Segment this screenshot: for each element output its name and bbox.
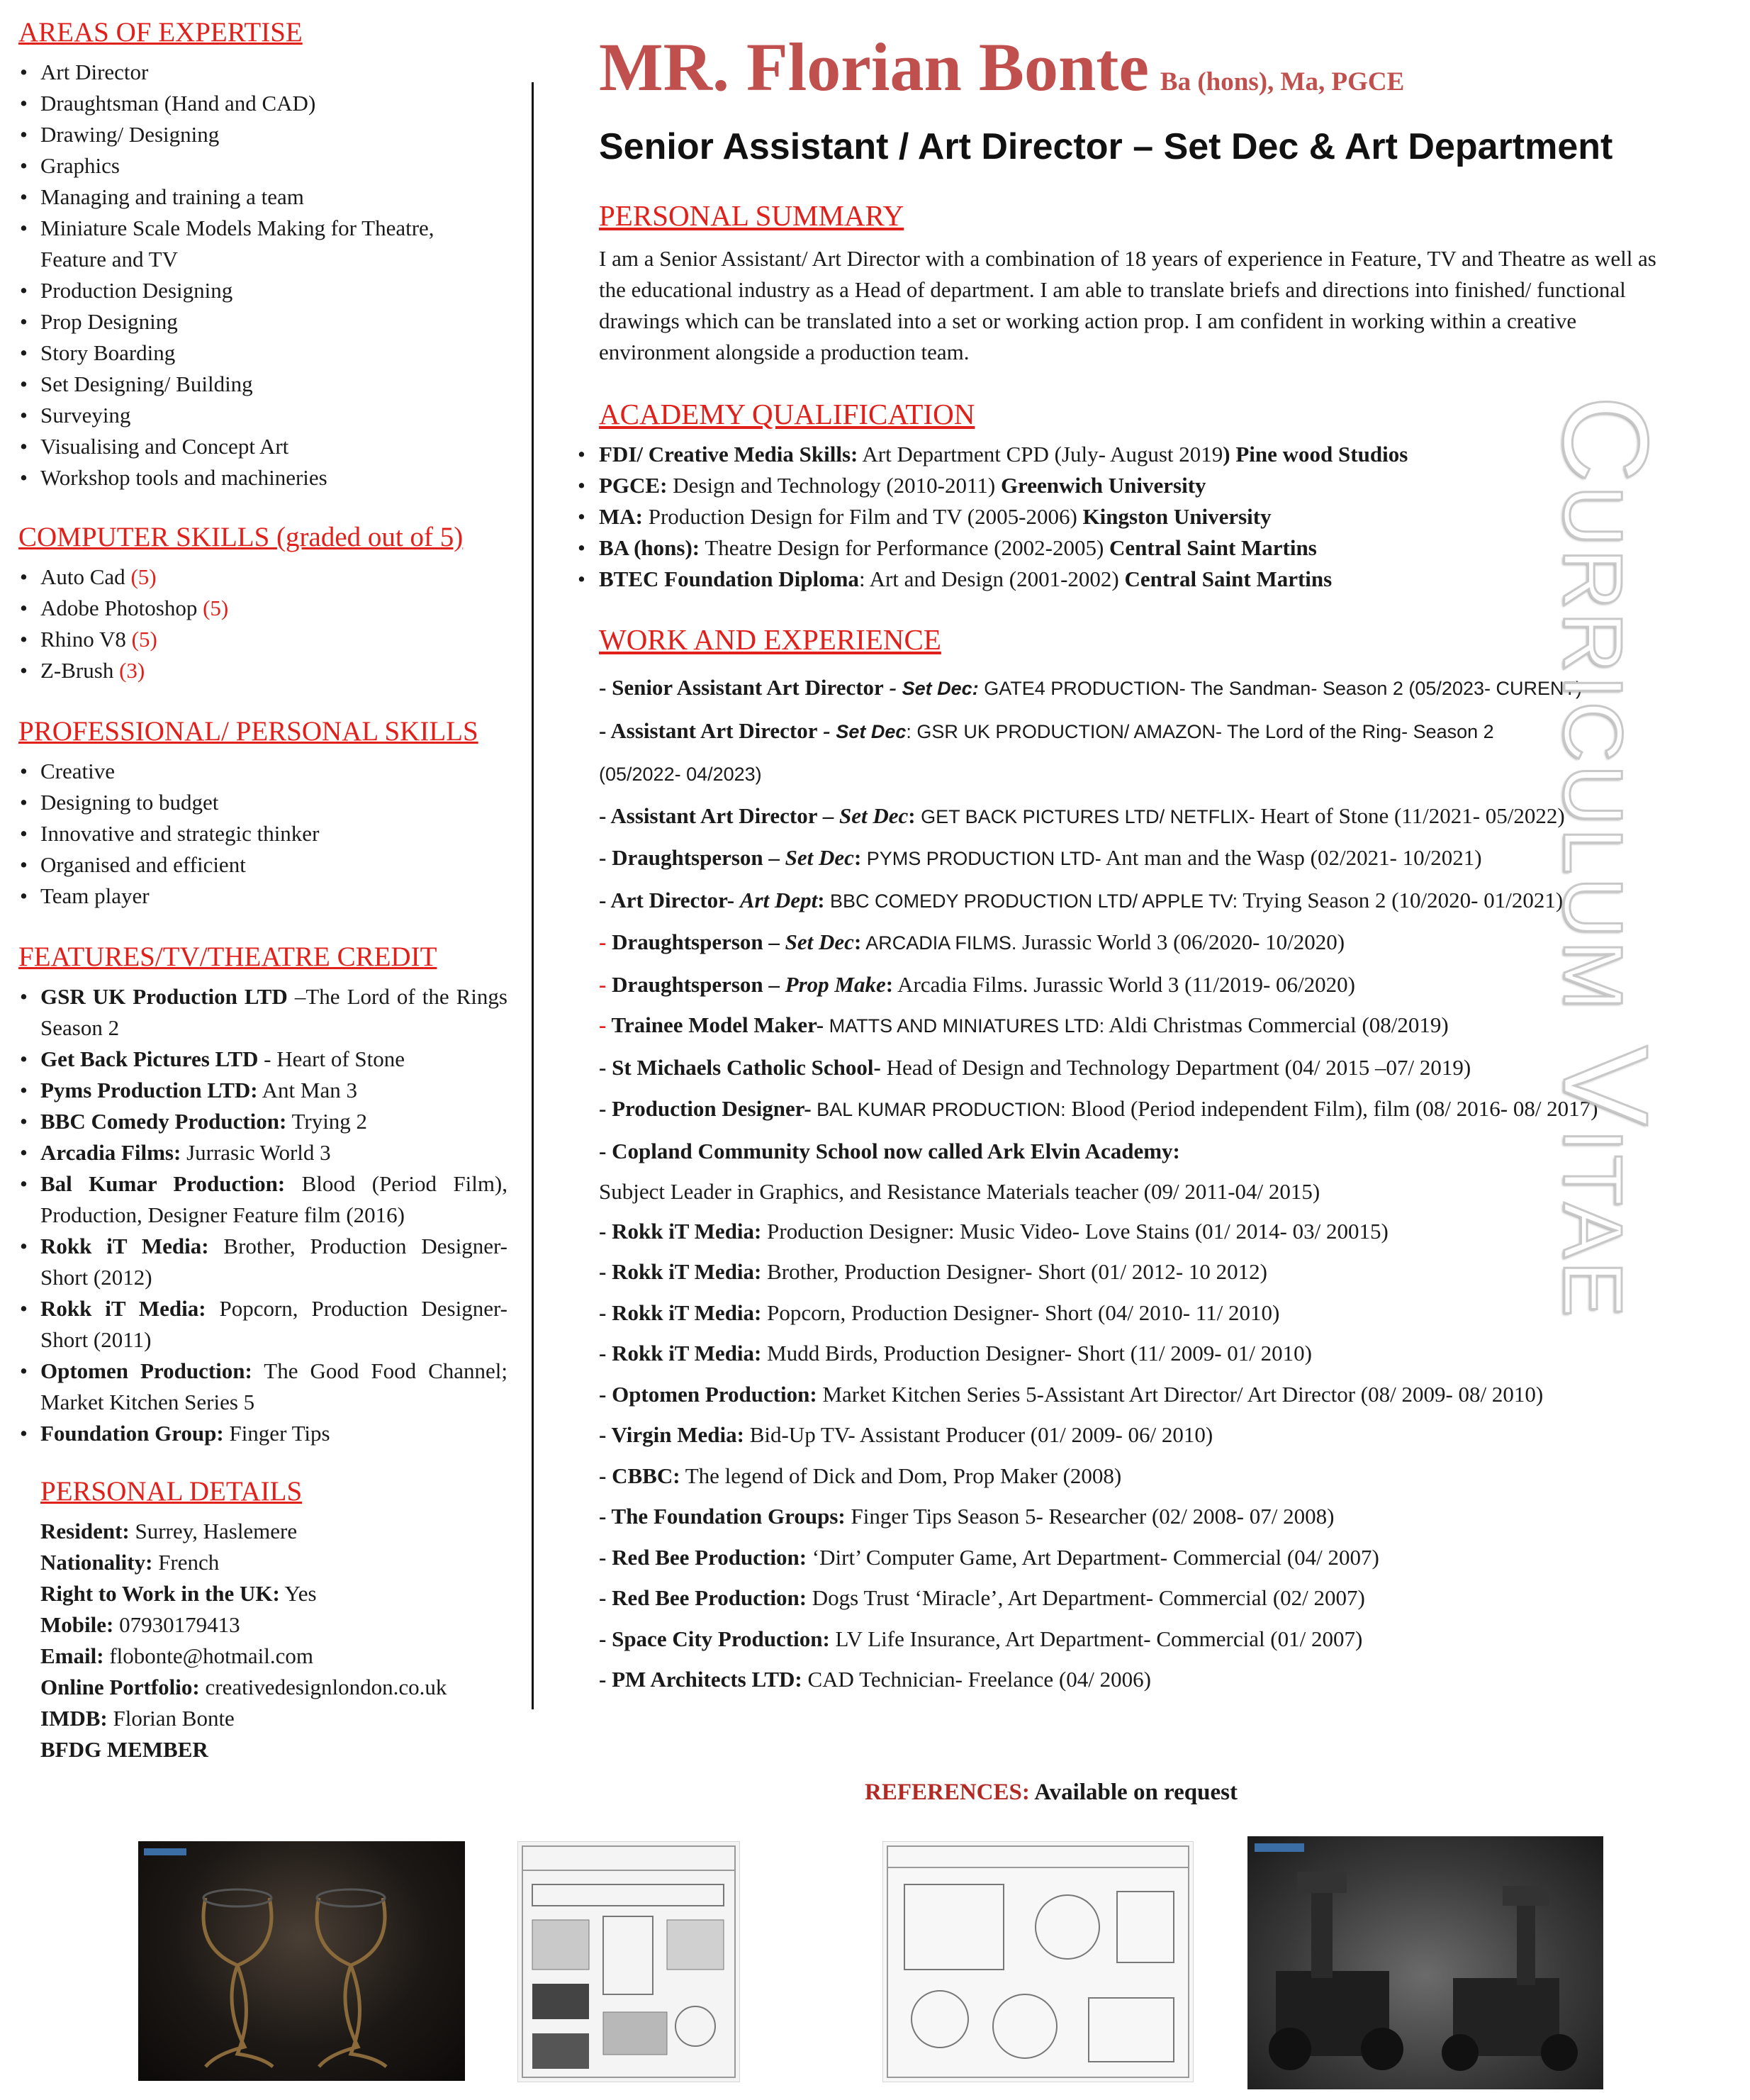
work-company: MATTS AND MINIATURES LTD: (824, 1015, 1105, 1037)
work-detail: Finger Tips Season 5- Researcher (02/ 2008- 07/ 2008) (845, 1504, 1335, 1529)
machine-render-icon (1247, 1836, 1603, 2089)
qual-text: Theatre Design for Performance (2002-2005) (700, 535, 1110, 560)
detail-label: Resident: (40, 1519, 130, 1543)
work-entry (599, 1211, 1662, 1252)
qual-text: Art Department CPD (July- August 2019 (858, 442, 1223, 467)
detail-label: Email: (40, 1643, 104, 1668)
list-item (18, 1044, 507, 1075)
skill-name: Adobe Photoshop (40, 596, 198, 620)
name-qualifications: Ba (hons), Ma, PGCE (1160, 67, 1405, 96)
work-company: GATE4 PRODUCTION- The Sandman- Season 2 (05/2023- CURENT) (978, 678, 1582, 699)
list-item (576, 470, 1662, 501)
dash: - (599, 717, 611, 743)
work-detail: Popcorn, Production Designer- Short (04/ 2010- 11/ 2010) (761, 1300, 1280, 1325)
credit-detail: Ant Man 3 (257, 1078, 357, 1102)
dash: - (599, 1667, 612, 1692)
references-label: REFERENCES: (865, 1780, 1030, 1805)
list-item: • Visualising and Concept Art (18, 431, 515, 462)
work-entry (599, 964, 1662, 1005)
dash: - (599, 1381, 612, 1407)
work-detail: Dogs Trust ‘Miracle’, Art Department- Commercial (02/ 2007) (807, 1585, 1365, 1610)
credit-detail: Trying 2 (286, 1109, 368, 1134)
list-item (576, 501, 1662, 532)
work-entry (599, 837, 1662, 880)
work-entry (599, 1619, 1662, 1660)
credit-detail: Jurrasic World 3 (181, 1140, 331, 1165)
list-item (18, 1137, 507, 1168)
work-dept: Set Dec (836, 720, 907, 742)
colon: : (853, 929, 862, 954)
list-item (18, 1168, 507, 1231)
credit-company: Bal Kumar Production: (40, 1171, 286, 1196)
work-entry (599, 1414, 1662, 1456)
separator: - (817, 717, 836, 743)
work-detail: Ant man and the Wasp (02/2021- 10/2021) (1101, 845, 1482, 870)
list-item (18, 655, 515, 686)
areas-heading: AREAS OF EXPERTISE (18, 17, 303, 48)
professional-skills-list (18, 756, 515, 912)
separator (734, 888, 740, 912)
work-role: Virgin Media: (611, 1422, 744, 1447)
dash: - (599, 929, 612, 954)
work-detail: Mudd Birds, Production Designer- Short (11/ 2009- 01/ 2010) (761, 1341, 1312, 1365)
work-role: Assistant Art Director (610, 803, 817, 828)
work-detail: Heart of Stone (11/2021- 05/2022) (1255, 803, 1565, 828)
work-role: Assistant Art Director (610, 717, 818, 743)
dash: - (599, 1585, 612, 1610)
dash: - (599, 1300, 612, 1325)
list-item: • Draughtsman (Hand and CAD) (18, 88, 515, 119)
email-line (40, 1641, 515, 1672)
imdb-line (40, 1703, 515, 1734)
technical-drawing-image-2 (882, 1841, 1194, 2082)
credit-company: Foundation Group: (40, 1421, 224, 1446)
work-dept: Set Dec: (902, 678, 979, 699)
credit-company: Rokk iT Media: (40, 1234, 209, 1258)
work-role: Space City Production: (612, 1626, 830, 1651)
detail-value: Surrey, Haslemere (129, 1519, 298, 1543)
work-entry-continued: Subject Leader in Graphics, and Resistance Materials teacher (09/ 2011-04/ 2015) (599, 1178, 1320, 1204)
work-role: Senior Assistant Art Director (612, 675, 884, 700)
credit-detail: –The Lord of the Rings Season 2 (40, 984, 507, 1040)
credit-company: Get Back Pictures LTD (40, 1046, 259, 1071)
candidate-name (599, 28, 1662, 121)
work-dept: Prop Make (785, 971, 886, 997)
work-detail: Head of Design and Technology Department (04/ 2015 –07/ 2019) (880, 1054, 1471, 1080)
detail-label: Online Portfolio: (40, 1675, 200, 1699)
skill-grade: (5) (131, 627, 157, 652)
dash: - (599, 1096, 612, 1121)
work-role: Draughtsperson (612, 971, 763, 997)
credit-company: Arcadia Films: (40, 1140, 181, 1165)
qual-institution: Greenwich University (1000, 473, 1206, 498)
resident-line (40, 1516, 515, 1547)
list-item: • Set Designing/ Building (18, 369, 515, 400)
work-detail: Aldi Christmas Commercial (08/2019) (1104, 1012, 1449, 1037)
references-line (865, 1780, 1238, 1806)
academy-heading: ACADEMY QUALIFICATION (599, 398, 975, 430)
personal-details-heading: PERSONAL DETAILS (40, 1476, 303, 1507)
qual-label: BTEC Foundation Diploma (599, 566, 859, 591)
credit-company: GSR UK Production LTD (40, 984, 288, 1009)
skill-name: Rhino V8 (40, 627, 126, 652)
dash: - (599, 1544, 612, 1570)
nationality-line (40, 1547, 515, 1578)
qual-text: Design and Technology (2010-2011) (667, 473, 1001, 498)
work-company: ARCADIA FILMS. (861, 932, 1017, 954)
list-item: • Creative (18, 756, 515, 787)
colon: : (817, 887, 825, 912)
work-detail: Trying Season 2 (10/2020- 01/2021) (1238, 887, 1564, 912)
list-item: • Graphics (18, 150, 515, 181)
credits-heading: FEATURES/TV/THEATRE CREDIT (18, 942, 437, 972)
dash: - (599, 1054, 612, 1080)
right-to-work-line (40, 1578, 515, 1609)
list-item: • Story Boarding (18, 337, 515, 369)
credits-list (18, 981, 507, 1449)
list-item (576, 564, 1662, 595)
work-role: Red Bee Production: (612, 1544, 807, 1570)
credit-company: Pyms Production LTD: (40, 1078, 258, 1102)
email-link[interactable]: flobonte@hotmail.com (103, 1643, 314, 1668)
right-column (599, 28, 1662, 1700)
dash: - (599, 1259, 612, 1284)
list-item (18, 981, 507, 1044)
qual-institution: Kingston University (1082, 504, 1272, 529)
work-detail: The legend of Dick and Dom, Prop Maker (2008) (680, 1463, 1122, 1488)
work-detail: Jurassic World 3 (06/2020- 10/2020) (1016, 929, 1345, 954)
work-role: Rokk iT Media: (612, 1259, 762, 1284)
list-item (576, 532, 1662, 564)
work-detail: Production Designer: Music Video- Love Stains (01/ 2014- 03/ 20015) (761, 1218, 1389, 1244)
detail-value: Yes (279, 1581, 317, 1606)
credit-company: Optomen Production: (40, 1358, 252, 1383)
work-entry (599, 1292, 1662, 1334)
references-text: Available on request (1029, 1780, 1238, 1805)
title-word: URRICULUM (1546, 485, 1639, 1013)
work-entry (599, 1456, 1662, 1497)
work-dept: Set Dec (785, 845, 854, 870)
work-role: PM Architects LTD: (612, 1667, 802, 1692)
name-text: MR. Florian Bonte (599, 29, 1149, 105)
technical-drawing-icon (883, 1842, 1193, 2082)
credit-detail: Brother, Production Designer- Short (2012) (40, 1234, 507, 1290)
list-item (18, 1418, 507, 1449)
work-detail: Brother, Production Designer- Short (01/ 2012- 10 2012) (761, 1259, 1267, 1284)
dash: - (599, 1422, 612, 1447)
skill-grade: (3) (119, 658, 145, 683)
qual-institution: ) Pine wood Studios (1223, 442, 1408, 467)
list-item: • Drawing/ Designing (18, 119, 515, 150)
membership: BFDG MEMBER (40, 1737, 208, 1762)
dash: - (599, 1139, 612, 1163)
work-role: Red Bee Production: (612, 1585, 807, 1610)
credit-company: Rokk iT Media: (40, 1296, 206, 1321)
detail-value: Florian Bonte (107, 1706, 235, 1731)
work-entry (599, 1374, 1662, 1415)
work-entry (599, 1251, 1662, 1292)
work-dept: Set Dec (785, 929, 854, 954)
work-entry (599, 1047, 1662, 1088)
title-word: ITAE (1546, 1128, 1639, 1320)
separator: – (817, 803, 839, 828)
work-entry (599, 1005, 1662, 1047)
skill-name: Z-Brush (40, 658, 114, 683)
academy-list (576, 439, 1662, 595)
list-item (18, 1231, 507, 1293)
work-role: CBBC: (612, 1463, 680, 1488)
dash: - (599, 887, 611, 912)
work-role: Draughtsperson (612, 929, 763, 954)
colon: : (885, 971, 894, 997)
summary-heading: PERSONAL SUMMARY (599, 199, 904, 232)
work-entry (599, 1496, 1662, 1537)
work-entry (599, 1131, 1662, 1172)
work-entry-continued: (05/2022- 04/2023) (599, 763, 762, 785)
list-item: • Miniature Scale Models Making for Theatre, Feature and TV (18, 213, 494, 275)
work-role: Rokk iT Media: (612, 1218, 762, 1244)
curriculum-vitae-vertical-title (1538, 396, 1673, 1551)
qual-label: PGCE: (599, 473, 668, 498)
credit-detail: Blood (Period Film), Production, Designer Feature film (2016) (40, 1171, 508, 1227)
title-letter: V (1538, 1045, 1673, 1129)
work-company: BAL KUMAR PRODUCTION: (811, 1099, 1066, 1120)
dash: - (599, 1504, 612, 1529)
detail-label: Right to Work in the UK: (40, 1581, 280, 1606)
list-item (18, 593, 515, 624)
work-company: GET BACK PICTURES LTD/ NETFLIX- (915, 805, 1255, 827)
work-role: Art Director- (610, 887, 735, 912)
separator: – (763, 845, 785, 870)
detail-label: Mobile: (40, 1612, 114, 1637)
work-entry (599, 667, 1662, 710)
work-heading: WORK AND EXPERIENCE (599, 623, 941, 656)
portfolio-link[interactable]: creativedesignlondon.co.uk (199, 1675, 447, 1699)
detail-value: French (152, 1550, 220, 1575)
list-item (18, 1293, 507, 1356)
work-role: Copland Community School now called Ark Elvin Academy: (612, 1139, 1180, 1163)
dash: - (599, 1341, 612, 1365)
machine-render-image (1247, 1836, 1603, 2089)
list-item (18, 562, 515, 593)
work-role: Production Designer- (612, 1096, 812, 1121)
colon: : (908, 803, 916, 828)
qual-institution: Central Saint Martins (1124, 566, 1333, 591)
work-company: : GSR UK PRODUCTION/ AMAZON- The Lord of the Ring- Season 2 (906, 720, 1494, 742)
left-column (18, 16, 515, 1765)
dash: - (599, 1218, 612, 1244)
work-detail: Market Kitchen Series 5-Assistant Art Director/ Art Director (08/ 2009- 08/ 2010) (817, 1381, 1544, 1407)
qual-label: MA: (599, 504, 643, 529)
portfolio-line (40, 1672, 515, 1703)
qual-text: : Art and Design (2001-2002) (858, 566, 1125, 591)
work-detail: CAD Technician- Freelance (04/ 2006) (802, 1667, 1151, 1692)
dash: - (599, 803, 611, 828)
wine-glass-render-icon (138, 1841, 465, 2081)
work-company: PYMS PRODUCTION LTD- (861, 848, 1101, 869)
title-letter: C (1538, 396, 1673, 486)
dash: - (599, 1626, 612, 1651)
list-item (18, 624, 515, 655)
work-entry (599, 1088, 1627, 1131)
colon: : (853, 845, 862, 870)
work-company: BBC COMEDY PRODUCTION LTD/ APPLE TV: (824, 890, 1238, 912)
work-role: St Michaels Catholic School- (612, 1054, 881, 1080)
work-role: Rokk iT Media: (612, 1341, 762, 1365)
work-entry (599, 710, 1662, 753)
work-list (599, 667, 1662, 1700)
work-detail: Blood (Period independent Film), film (08/ 2016- 08/ 2017) (1065, 1096, 1598, 1121)
detail-label: Nationality: (40, 1550, 153, 1575)
dash: - (599, 1012, 612, 1037)
areas-list (18, 57, 515, 493)
work-entry (599, 1537, 1662, 1578)
detail-value: 07930179413 (113, 1612, 240, 1637)
credit-detail: The Good Food Channel; Market Kitchen Series 5 (40, 1358, 507, 1414)
list-item: • Production Designing (18, 275, 515, 306)
personal-details (18, 1475, 515, 1765)
qual-label: BA (hons): (599, 535, 700, 560)
list-item: • Surveying (18, 400, 515, 431)
credit-detail: Popcorn, Production Designer- Short (2011) (40, 1296, 508, 1352)
technical-drawing-image-1 (517, 1841, 740, 2082)
separator: – (763, 971, 785, 997)
list-item: • Workshop tools and machineries (18, 462, 515, 493)
computer-skills-list (18, 562, 515, 686)
separator: – (763, 929, 785, 954)
computer-skills-heading: COMPUTER SKILLS (graded out of 5) (18, 522, 464, 552)
list-item (18, 1106, 507, 1137)
list-item (18, 1356, 507, 1418)
credit-detail: Finger Tips (223, 1421, 330, 1446)
list-item: • Innovative and strategic thinker (18, 818, 515, 849)
qual-text: Production Design for Film and TV (2005-2006) (642, 504, 1083, 529)
job-title: Senior Assistant / Art Director – Set Dec & Art Department (599, 126, 1613, 167)
work-entry (599, 1333, 1662, 1374)
work-role: The Foundation Groups: (611, 1504, 846, 1529)
credit-company: BBC Comedy Production: (40, 1109, 287, 1134)
work-detail: ‘Dirt’ Computer Game, Art Department- Commercial (04/ 2007) (807, 1544, 1379, 1570)
column-divider (532, 82, 534, 1709)
work-role: Draughtsperson (612, 845, 763, 870)
list-item: • Team player (18, 881, 515, 912)
work-detail: Arcadia Films. Jurassic World 3 (11/2019- 06/2020) (893, 971, 1355, 997)
work-entry (599, 1659, 1662, 1700)
mobile-line (40, 1609, 515, 1641)
qual-label: FDI/ Creative Media Skills: (599, 442, 858, 467)
list-item: • Art Director (18, 57, 515, 88)
list-item: • Designing to budget (18, 787, 515, 818)
list-item: • Managing and training a team (18, 181, 515, 213)
work-role: Rokk iT Media: (612, 1300, 762, 1325)
list-item: • Prop Designing (18, 306, 515, 337)
skill-grade: (5) (130, 564, 157, 589)
summary-text: I am a Senior Assistant/ Art Director with a combination of 18 years of experience in Feature, TV and Theatre as well as the educational industry as a Head of department. I am able to translate briefs and directions into finished/ functional drawings which can be translated into a set or working action prop. I am confident in working within a creative environment alongside a production team. (599, 246, 1656, 364)
skill-name: Auto Cad (40, 564, 125, 589)
technical-drawing-icon (518, 1842, 739, 2082)
dash: - (599, 1463, 612, 1488)
work-dept: Art Dept (739, 887, 818, 912)
dash: - (599, 675, 612, 700)
work-role: Optomen Production: (612, 1381, 817, 1407)
professional-skills-heading: PROFESSIONAL/ PERSONAL SKILLS (18, 716, 478, 747)
work-entry (599, 795, 1662, 838)
work-detail: LV Life Insurance, Art Department- Commercial (01/ 2007) (829, 1626, 1363, 1651)
work-entry (599, 1577, 1662, 1619)
work-entry (599, 922, 1662, 964)
list-item: • Organised and efficient (18, 849, 515, 881)
list-item (576, 439, 1662, 470)
skill-grade: (5) (203, 596, 229, 620)
detail-label: IMDB: (40, 1706, 108, 1731)
work-role: Trainee Model Maker- (611, 1012, 824, 1037)
wine-glass-render-image (138, 1841, 465, 2081)
credit-detail: - Heart of Stone (258, 1046, 405, 1071)
separator: - (883, 675, 902, 700)
dash: - (599, 971, 612, 997)
work-detail: Bid-Up TV- Assistant Producer (01/ 2009- 06/ 2010) (744, 1422, 1213, 1447)
work-entry (599, 880, 1662, 922)
list-item (18, 1075, 507, 1106)
work-dept: Set Dec (838, 803, 909, 828)
qual-institution: Central Saint Martins (1109, 535, 1317, 560)
dash: - (599, 845, 612, 870)
